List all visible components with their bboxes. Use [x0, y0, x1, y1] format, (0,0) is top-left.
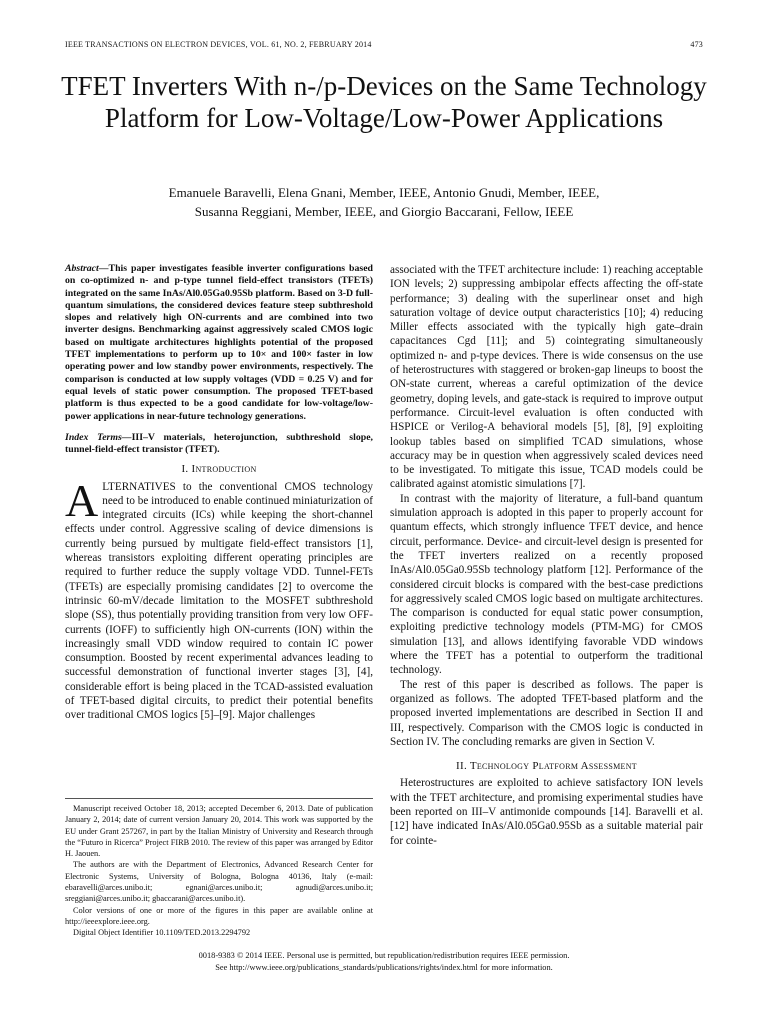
section-1-heading: I. Introduction [181, 463, 257, 476]
footnote-manuscript: Manuscript received October 18, 2013; accepted December 6, 2013. Date of publication January 2, 2014; date of current version January 20, 2014. This work was supported by the EU under Grant 257267, in part by the Italian Ministry of University and Research through the “Futuro in Ricerca” Project FIRB 2010. The review of this paper was arranged by Editor H. Jaouen. [65, 804, 373, 859]
author-line-1: Emanuele Baravelli, Elena Gnani, Member, IEEE, Antonio Gnudi, Member, IEEE, [168, 185, 600, 200]
footnote-affiliation: The authors are with the Department of Electronics, Advanced Research Center for Electronic Systems, University of Bologna, Bologna 40136, Italy (e-mail: ebaravelli@arces.unibo.it; egnani@arces.unibo.it; agnudi@arces.unibo.it; sreggiani@arces.unibo.it; gbaccarani@arces.unibo.it). [65, 860, 373, 904]
body-paragraph: The rest of this paper is described as follows. The paper is organized as follows. The adopted TFET-based platform and the proposed inverted implementations are described in Section II and III, respectively. Comparison with the CMOS logic is conducted in Section IV. The concluding remarks are given in Section V. [390, 678, 703, 748]
footnote [65, 798, 373, 939]
abstract-label: Abstract— [65, 263, 109, 274]
abstract-text: This paper investigates feasible inverter configurations based on co-optimized n- and p-type tunnel field-effect transistors (TFETs) integrated on the same InAs/Al0.05Ga0.95Sb platform. Based on 3-D full-quantum simulations, the considered devices feature steep subthreshold slopes and relatively high ON-currents and are combined into two inverter designs. Benchmarking against aggressively scaled CMOS logic based on multigate architectures highlights potential of the proposed TFET implementations to perform up to 10× and 100× faster in low operating power and low standby power environments, respectively. The comparison is conducted at low supply voltages (VDD = 0.25 V) and for equal levels of static power consumption. The proposed TFET-based platform is thus expected to be a good candidate for low-voltage/low-power applications in near-future technology generations. [65, 263, 373, 422]
index-terms-text: III–V materials, heterojunction, subthreshold slope, tunnel-field-effect transistor (TFET). [65, 431, 373, 456]
running-head [65, 40, 703, 49]
body-paragraph: Heterostructures are exploited to achieve satisfactory ION levels with the TFET architecture, and promising experimental studies have been reported on III–V antimonide compounds [14]. Baravelli et al. [12] have indicated InAs/Al0.05Ga0.95Sb as a suitable material pair for cointe- [390, 777, 703, 847]
paper-title: TFET Inverters With n-/p-Devices on the Same Technology Platform for Low-Voltage/Low-Power Applications [61, 71, 707, 133]
section-2-heading: II. Technology Platform Assessment [456, 760, 637, 773]
page-number: 473 [690, 40, 703, 49]
abstract [65, 263, 373, 423]
journal-name: IEEE TRANSACTIONS ON ELECTRON DEVICES, VOL. 61, NO. 2, FEBRUARY 2014 [65, 40, 372, 49]
footnote-color: Color versions of one or more of the figures in this paper are available online at http://ieeexplore.ieee.org. [65, 905, 373, 926]
intro-paragraph [65, 474, 373, 723]
author-block [40, 183, 728, 221]
left-column [65, 263, 373, 723]
copyright-line-2: See http://www.ieee.org/publications_standards/publications/rights/index.html for more information. [215, 963, 553, 972]
drop-cap: A [65, 474, 99, 526]
author-line-2: Susanna Reggiani, Member, IEEE, and Giorgio Baccarani, Fellow, IEEE [194, 204, 574, 219]
intro-text: LTERNATIVES to the conventional CMOS technology need to be introduced to enable continued miniaturization of integrated circuits (ICs) while keeping the short-channel effects under control. Aggressive scaling of device dimensions is currently being pursued by multigate field-effect transistors [1], whereas transistors exploiting different operating principles are required to further reduce the supply voltage VDD. Tunnel-FETs (TFETs) are especially promising candidates [2] to overcome the intrinsic 60-mV/decade limitation to the MOSFET subthreshold slope (SS), thus potentially providing transition from very low OFF-currents (IOFF) to sufficiently high ON-currents (ION) within the increasingly small VDD window required to contain IC power consumption. Boosted by recent experimental advances leading to successful demonstration of functional inverter stages [3], [4], considerable effort is being placed in the TCAD-assisted evaluation of TFET-based digital circuits, to predict their potential benefits over traditional CMOS logics [5]–[9]. Major challenges [65, 480, 373, 722]
body-paragraph: associated with the TFET architecture include: 1) reaching acceptable ION levels; 2) suppressing ambipolar effects affecting the off-state performance; 3) dealing with the superlinear onset and high saturation voltage of device output characteristics [10]; 4) reducing Miller effects associated with the typically high gate–drain capacitances Cgd [11]; and 5) cointegrating simultaneously optimized n- and p-type devices. There is wide consensus on the use of heterostructures with staggered or broken-gap lineups to boost the ON-state current, whereas a careful optimization of the device geometry, doping levels, and gate-stack is required to improve output performance. Circuit-level evaluation is often conducted with HSPICE or Verilog-A behavioral models [5], [8], [9] exploiting lookup tables based on simplified TCAD simulations, whose accuracy may be in question when aggressively scaled devices need to be investigated. To mitigate this issue, TCAD models could be calibrated against atomistic simulations [7]. [390, 264, 703, 491]
copyright-notice [40, 950, 728, 974]
index-terms [65, 432, 373, 457]
body-paragraph: In contrast with the majority of literature, a full-band quantum simulation approach is adopted in this paper to properly account for quantum effects, which strongly influence TFET device, and hence circuit, performance. Device- and circuit-level design is presented for the TFET inverters realized on a recently proposed InAs/Al0.05Ga0.95Sb technology platform [12]. Performance of the considered circuit blocks is compared with the best-case predictions for aggressively scaled CMOS logic based on multigate architectures. The comparison is conducted for equal static power consumption, exploiting predictive technology models (PTM-MG) for CMOS simulation [13], and allows identifying favorable VDD windows where the TFET has a potential to outperform the traditional technology. [390, 492, 703, 677]
footnote-doi: Digital Object Identifier 10.1109/TED.2013.2294792 [73, 928, 251, 938]
index-terms-label: Index Terms— [65, 431, 132, 443]
copyright-line-1: 0018-9383 © 2014 IEEE. Personal use is permitted, but republication/redistribution requires IEEE permission. [198, 951, 570, 960]
right-column [390, 263, 703, 848]
